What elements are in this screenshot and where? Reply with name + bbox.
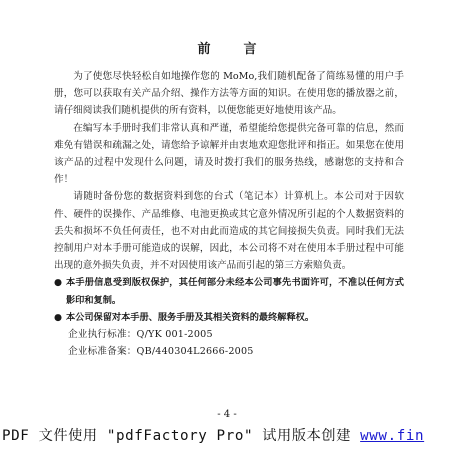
paragraph-feedback: 在编写本手册时我们非常认真和严谨，希望能给您提供完备可靠的信息，然而难免有错误和疏漏之处，请您给予谅解并由衷地欢迎您批评和指正。如果您在使用该产品的过程中发现什么问题，请及时拨打我们的服务热线，感谢您的支持和合作！ xyxy=(54,122,404,186)
page-number: - 4 - xyxy=(217,409,237,420)
document-body xyxy=(54,68,404,360)
standard-registration: 企业标准备案：QB/440304L2666-2005 xyxy=(68,346,254,358)
bullet-dot-icon: ● xyxy=(54,277,63,289)
standard-execution: 企业执行标准：Q/YK 001-2005 xyxy=(68,329,213,341)
paragraph-intro: 为了使您尽快轻松自如地操作您的 MoMo,我们随机配备了简练易懂的用户手册，您可以获取有关产品介绍、操作方法等方面的知识。在使用您的播放器之前，请仔细阅读我们随机提供的所有资料，以便您能更好地使用该产品。 xyxy=(54,71,404,117)
page-title: 前 言 xyxy=(197,42,267,57)
bullet-dot-icon: ● xyxy=(54,311,63,323)
pdf-footer-link[interactable]: www.fin xyxy=(360,428,425,444)
bullet-interpretation-text: 本公司保留对本手册、服务手册及其相关资料的最终解释权。 xyxy=(65,311,315,323)
pdf-footer xyxy=(0,425,454,449)
paragraph-disclaimer: 请随时备份您的数据资料到您的台式（笔记本）计算机上。本公司对于因软件、硬件的误操作、产品维修、电池更换或其它意外情况所引起的个人数据资料的丢失和损坏不负任何责任，也不对由此而造成的其它间接损失负责。同时我们无法控制用户对本手册可能造成的误解，因此，本公司将不对在使用本手册过程中可能出现的意外损失负责，并不对因使用该产品而引起的第三方索赔负责。 xyxy=(54,191,404,272)
bullet-interpretation xyxy=(54,309,404,326)
pdf-footer-text: PDF 文件使用 "pdfFactory Pro" 试用版本创建 xyxy=(2,428,361,444)
bullet-copyright-text: 本手册信息受到版权保护，其任何部分未经本公司事先书面许可，不准以任何方式影印和复制。 xyxy=(65,277,404,306)
bullet-copyright xyxy=(54,274,404,308)
